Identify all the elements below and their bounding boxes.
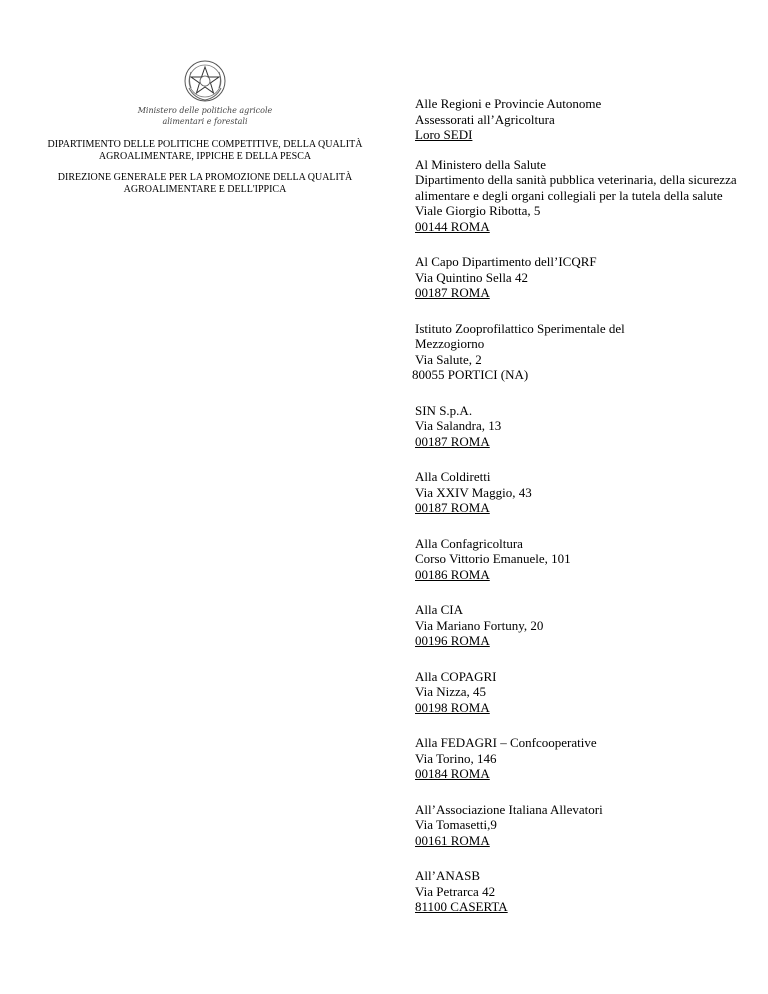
recipient-city: 00187 ROMA — [415, 500, 490, 515]
recipient-line: Alla FEDAGRI – Confcooperative — [415, 735, 597, 750]
department-line1: DIPARTIMENTO DELLE POLITICHE COMPETITIVE, DELLA QUALITÀ — [47, 139, 363, 150]
letterhead — [30, 58, 380, 196]
recipient-regioni — [415, 96, 745, 143]
recipient-aia — [415, 802, 745, 849]
recipient-line: Via Tomasetti,9 — [415, 817, 497, 832]
recipient-line: Via Mariano Fortuny, 20 — [415, 617, 544, 633]
recipient-line: All’Associazione Italiana Allevatori — [415, 801, 603, 817]
recipient-line: SIN S.p.A. — [415, 402, 473, 418]
recipient-line: Via Petrarca 42 — [415, 883, 496, 899]
recipient-line: Corso Vittorio Emanuele, 101 — [415, 551, 571, 566]
recipient-anasb — [415, 868, 745, 915]
recipient-line: Alla CIA — [415, 602, 464, 617]
recipient-line: Dipartimento della sanità pubblica veterinaria, della sicurezza alimentare e degli organi collegiali per la tutela della salute — [415, 172, 737, 203]
recipient-city: 00186 ROMA — [415, 566, 490, 582]
recipient-city: 00187 ROMA — [415, 433, 490, 449]
recipient-line: Via XXIV Maggio, 43 — [415, 484, 532, 500]
recipient-line: Al Ministero della Salute — [415, 156, 547, 172]
recipient-line: Alla COPAGRI — [415, 668, 497, 684]
recipient-line: Mezzogiorno — [415, 336, 485, 351]
recipient-line: Via Quintino Sella 42 — [415, 269, 528, 285]
recipient-line: Via Salandra, 13 — [415, 418, 502, 433]
recipient-line: Alla Coldiretti — [415, 469, 491, 484]
recipient-fedagri — [415, 735, 745, 782]
recipient-cia — [415, 602, 745, 649]
recipient-city: 00198 ROMA — [415, 699, 490, 715]
recipient-line: All’ANASB — [415, 868, 481, 883]
italian-republic-emblem-icon — [182, 58, 228, 104]
recipient-city: 00184 ROMA — [415, 766, 490, 781]
directorate-name — [30, 172, 380, 196]
recipient-city: 00187 ROMA — [415, 285, 490, 300]
recipient-city: 80055 PORTICI (NA) — [412, 367, 529, 382]
recipient-line: Via Salute, 2 — [415, 351, 482, 367]
ministry-script-line1: Ministero delle politiche agricole — [137, 106, 273, 115]
directorate-line2: AGROALIMENTARE E DELL'IPPICA — [123, 184, 287, 195]
recipient-line: Viale Giorgio Ribotta, 5 — [415, 203, 541, 218]
recipient-city: 00196 ROMA — [415, 633, 490, 648]
recipient-line: Assessorati all’Agricoltura — [415, 111, 555, 127]
department-line2: AGROALIMENTARE, IPPICHE E DELLA PESCA — [98, 151, 312, 162]
recipient-confagricoltura — [415, 536, 745, 583]
recipient-line: Al Capo Dipartimento dell’ICQRF — [415, 254, 597, 269]
recipient-city: 00144 ROMA — [415, 218, 490, 234]
recipient-city: 81100 CASERTA — [415, 899, 508, 914]
recipient-ministero-salute — [415, 157, 745, 235]
recipient-icqrf — [415, 254, 745, 301]
recipient-coldiretti — [415, 469, 745, 516]
ministry-script-line2: alimentari e forestali — [162, 117, 248, 126]
ministry-name-script — [30, 105, 380, 127]
department-name — [30, 139, 380, 163]
recipient-copagri — [415, 669, 745, 716]
recipient-line: Istituto Zooprofilattico Sperimentale del — [415, 320, 625, 336]
recipient-line: Alla Confagricoltura — [415, 535, 523, 551]
recipient-line: Via Nizza, 45 — [415, 684, 487, 699]
directorate-line1: DIREZIONE GENERALE PER LA PROMOZIONE DELLA QUALITÀ — [57, 172, 353, 183]
recipient-sin — [415, 403, 745, 450]
recipient-istituto-zooprofilattico — [412, 320, 745, 383]
recipient-list — [412, 96, 745, 935]
recipient-city: Loro SEDI — [415, 127, 473, 142]
recipient-city: 00161 ROMA — [415, 832, 490, 848]
recipient-line: Alle Regioni e Provincie Autonome — [415, 96, 602, 111]
recipient-line: Via Torino, 146 — [415, 750, 497, 766]
